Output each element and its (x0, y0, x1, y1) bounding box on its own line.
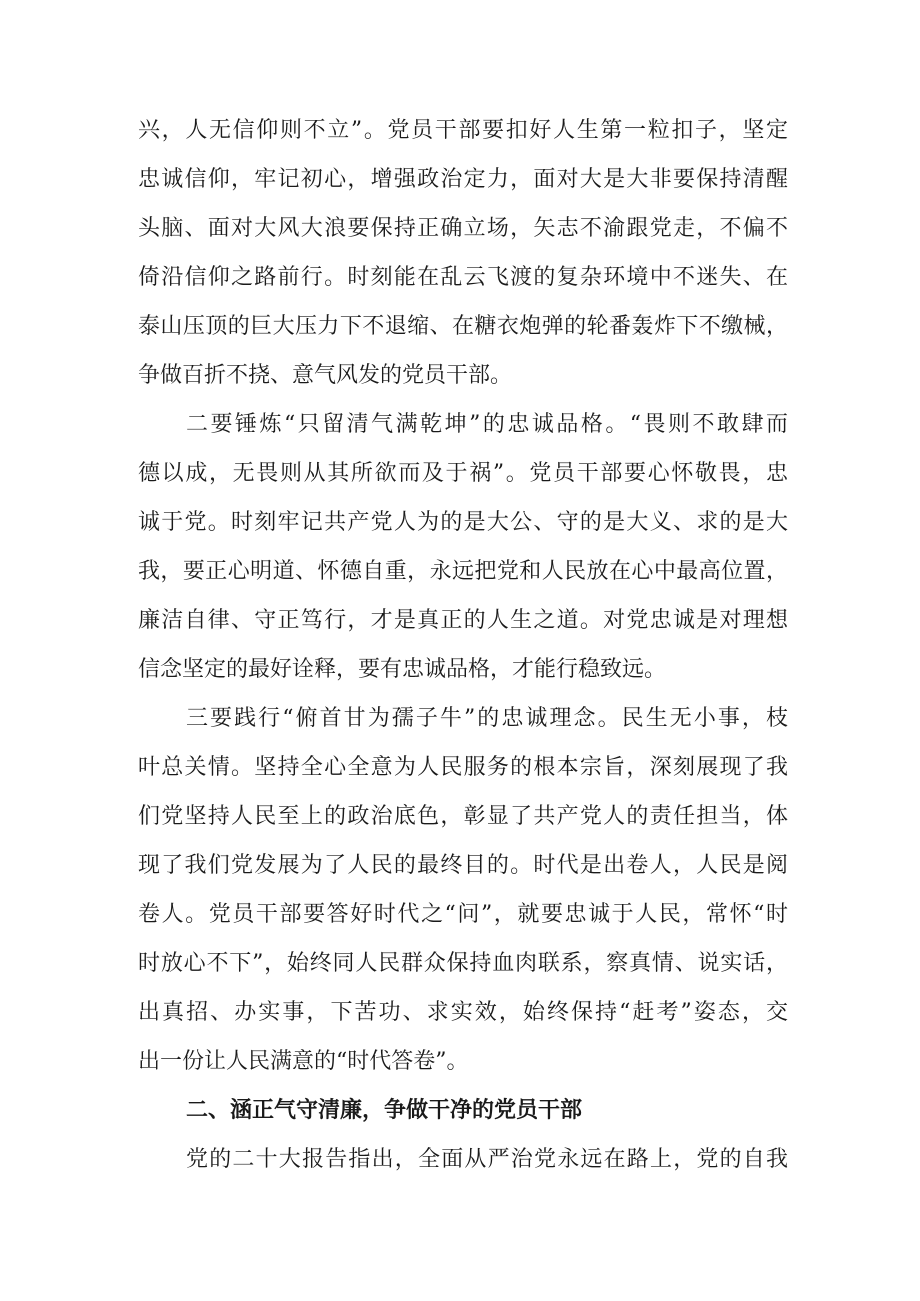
para1-line-4: 倚沿信仰之路前行。时刻能在乱云飞渡的复杂环境中不迷失、在 (138, 265, 788, 290)
para3-line-4: 现了我们党发展为了人民的最终目的。时代是出卷人，人民是阅 (138, 853, 788, 878)
section-heading: 二、涵正气守清廉，争做干净的党员干部 (186, 1098, 583, 1123)
para2-line-5: 廉洁自律、守正笃行，才是真正的人生之道。对党忠诚是对理想 (138, 608, 788, 633)
para1-line-3: 头脑、面对大风大浪要保持正确立场，矢志不渝跟党走，不偏不 (138, 216, 788, 241)
para3-line-6: 时放心不下”，始终同人民群众保持血肉联系，察真情、说实话， (138, 951, 788, 976)
para4-line-1: 党的二十大报告指出，全面从严治党永远在路上，党的自我 (186, 1147, 788, 1172)
para1-line-1: 兴，人无信仰则不立”。党员干部要扣好人生第一粒扣子，坚定 (138, 118, 788, 143)
para2-line-1: 二要锤炼“只留清气满乾坤”的忠诚品格。“畏则不敢肆而 (186, 412, 788, 437)
para3-line-5: 卷人。党员干部要答好时代之“问”，就要忠诚于人民，常怀“时 (138, 902, 788, 927)
para3-line-7: 出真招、办实事，下苦功、求实效，始终保持“赶考”姿态，交 (138, 1000, 788, 1025)
para2-line-6: 信念坚定的最好诠释，要有忠诚品格，才能行稳致远。 (138, 657, 667, 682)
para2-line-3: 诚于党。时刻牢记共产党人为的是大公、守的是大义、求的是大 (138, 510, 788, 535)
para3-line-2: 叶总关情。坚持全心全意为人民服务的根本宗旨，深刻展现了我 (138, 755, 788, 780)
para2-line-2: 德以成，无畏则从其所欲而及于祸”。党员干部要心怀敬畏，忠 (138, 461, 788, 486)
para3-line-8: 出一份让人民满意的“时代答卷”。 (138, 1049, 469, 1074)
para1-line-5: 泰山压顶的巨大压力下不退缩、在糖衣炮弹的轮番轰炸下不缴械， (138, 314, 788, 339)
para3-line-3: 们党坚持人民至上的政治底色，彰显了共产党人的责任担当，体 (138, 804, 788, 829)
para3-line-1: 三要践行“俯首甘为孺子牛”的忠诚理念。民生无小事，枝 (186, 706, 788, 731)
para2-line-4: 我，要正心明道、怀德自重，永远把党和人民放在心中最高位置， (138, 559, 788, 584)
para1-line-2: 忠诚信仰，牢记初心，增强政治定力，面对大是大非要保持清醒 (138, 167, 788, 192)
para1-line-6: 争做百折不挠、意气风发的党员干部。 (138, 363, 513, 388)
